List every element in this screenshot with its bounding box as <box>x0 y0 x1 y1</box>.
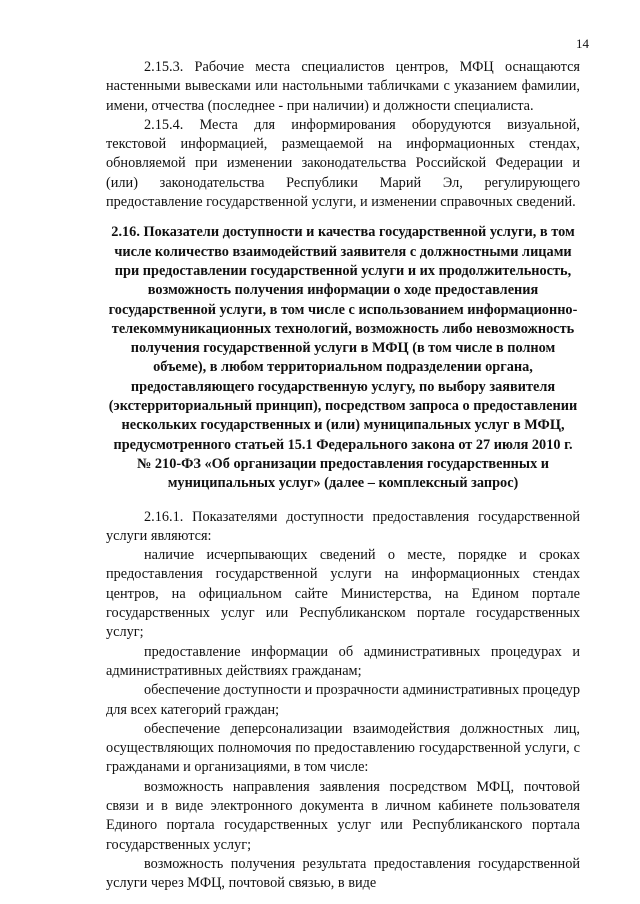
list-item-transparency: обеспечение доступности и прозрачности административных процедур для всех категорий граждан; <box>106 682 581 718</box>
paragraph-2-15-4: 2.15.4. Места для информирования оборудуются визуальной, текстовой информацией, размещаемой на информационных стендах, обновляемой при изменении законодательства Российской Федерации и (или) законодательства Республики Марий Эл, регулирующего предоставление государственной услуги, и изменении справочных сведений. <box>106 116 580 211</box>
list-item-depersonalization: обеспечение деперсонализации взаимодействия должностных лиц, осуществляющих полномочия по предоставлению государственной услуги, с гражданами и организациями, в том числе: <box>106 720 580 776</box>
list-item-result-receipt: возможность получения результата предоставления государственной услуги через МФЦ, почтовой связью, в виде <box>106 855 580 892</box>
list-item-procedure-information: предоставление информации об административных процедурах и административных действиях гражданам; <box>106 643 580 679</box>
paragraph-2-16-1: 2.16.1. Показателями доступности предоставления государственной услуги являются: <box>106 508 580 544</box>
list-item-information-availability: наличие исчерпывающих сведений о месте, порядке и сроках предоставления государственной услуги на информационных стендах центров, на официальном сайте Министерства, на Едином портале государственных услуг или Республиканском портале государственных услуг; <box>106 547 580 641</box>
page-content <box>106 58 580 893</box>
section-heading-2-16: 2.16. Показатели доступности и качества государственной услуги, в том числе количество взаимодействий заявителя с должностными лицами при предоставлении государственной услуги и их продолжительность, возможность получения информации о ходе предоставления государственной услуги, в том числе с использованием информационно-телекоммуникационных технологий, возможность либо невозможность получения государственной услуги в МФЦ (в том числе в полном объеме), в любом территориальном подразделении органа, предоставляющего государственную услугу, по выбору заявителя (экстерриториальный принцип), посредством запроса о предоставлении нескольких государственных и (или) муниципальных услуг в МФЦ, предусмотренного статьей 15.1 Федерального закона от 27 июля 2010 г. № 210-ФЗ «Об организации предоставления государственных и муниципальных услуг» (далее – комплексный запрос) <box>108 224 578 492</box>
page-number: 14 <box>576 36 589 51</box>
list-item-application-submission: возможность направления заявления посредством МФЦ, почтовой связи и в виде электронного документа в личном кабинете пользователя Единого портала государственных услуг или Республиканского портала государственных услуг; <box>106 778 580 853</box>
paragraph-2-15-3: 2.15.3. Рабочие места специалистов центров, МФЦ оснащаются настенными вывесками или настольными табличками с указанием фамилии, имени, отчества (последнее - при наличии) и должности специалиста. <box>106 59 580 114</box>
